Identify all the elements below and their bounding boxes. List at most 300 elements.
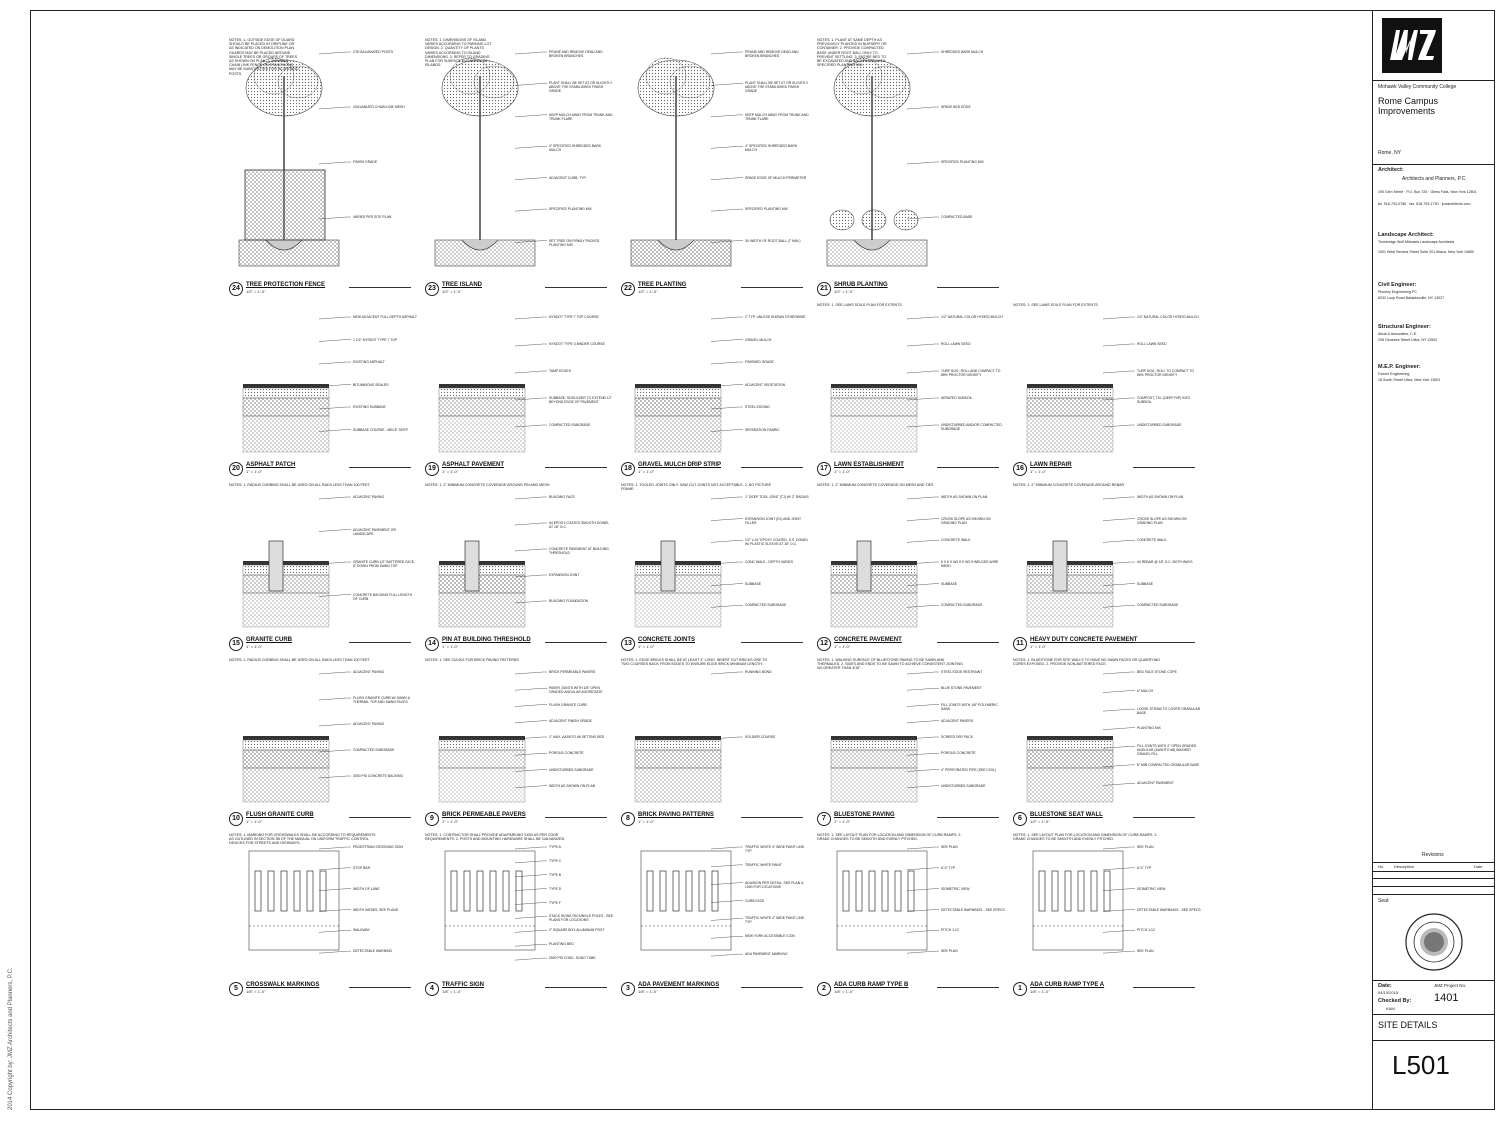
detail-title: ADA PAVEMENT MARKINGS: [638, 982, 720, 988]
detail-callout: DETECTABLE WARNINGS - SEE SPECS: [1137, 907, 1201, 912]
detail-title: LAWN REPAIR: [1030, 462, 1072, 468]
detail-callout: BUILDING FOUNDATION: [549, 599, 589, 603]
project-title-line-2: Improvements: [1378, 106, 1436, 116]
detail-title-rule: [349, 287, 411, 288]
detail-callout: TRAFFIC WHITE PAINT: [745, 862, 782, 867]
detail-number: 13: [621, 637, 635, 651]
detail-callout: 1/2" x 24" EPOXY COATED, S.S. DOWEL W/ PLASTIC SLEEVE AT 18" O.C.: [745, 538, 809, 547]
detail-scale: 1" = 1'-0": [442, 819, 459, 824]
checked-by-value: KAM: [1386, 1006, 1395, 1011]
detail-scale: 1" = 1'-0": [834, 469, 851, 474]
rev-col-no: No.: [1378, 864, 1385, 869]
rev-col-description: Description: [1394, 864, 1415, 869]
detail-callout: ADJACENT PAVING: [353, 495, 385, 499]
detail-number: 2: [817, 982, 831, 996]
detail-notes: NOTES: 1. RADIUS CURBING SHALL BE USED ON ALL RADII LESS THAN 100 FEET.: [229, 483, 371, 487]
detail-title-rule: [937, 642, 999, 643]
detail-drawing-16: [1013, 301, 1203, 460]
detail-scale: 1/2" = 1'-0": [442, 289, 462, 294]
detail-callout: FILL JOINTS WITH 2" OPEN GRADED ANGULAR (AASHTO #8) WASHED GRAVEL FILL: [1137, 744, 1197, 757]
detail-callout: BITUMINOUS SEALER: [353, 382, 389, 387]
detail-title: CROSSWALK MARKINGS: [246, 982, 320, 988]
detail-callout: 4" SPECIFIED SHREDDED BARK MULCH: [549, 144, 602, 153]
detail-callout: 1/2" NATURAL COLOR HYDRO-MULCH: [941, 315, 1003, 319]
detail-notes: NOTES: 1. EDGE BRICKS SHALL BE AT LEAST 4" LONG. INSERT CUT BRICKS ONE TO TWO COURSES BACK FROM EDGES TO ENSURE EDGE BRICK MINIMUM LENGTH.: [621, 658, 768, 667]
detail-callout: CONCRETE WALK: [1137, 538, 1167, 543]
detail-callout: CONCRETE BACKING FULL LENGTH OF CURB: [353, 592, 413, 601]
detail-drawing-6: [1013, 656, 1203, 810]
detail-13: [621, 481, 811, 651]
detail-title: SHRUB PLANTING: [834, 282, 888, 288]
mep-name: Foeme Engineering: [1378, 372, 1410, 376]
detail-callout: COMPACTED SUBGRADE: [941, 603, 983, 608]
detail-scale: 1" = 1'-0": [638, 644, 655, 649]
sheet-number: L501: [1392, 1050, 1450, 1080]
detail-notes: NOTES: 1. SEE 22/L501 FOR BRICK PAVING PATTERNS: [425, 658, 519, 662]
detail-drawing-10: [229, 656, 419, 810]
detail-title: BRICK PERMEABLE PAVERS: [442, 812, 526, 818]
detail-callout: TYPE F: [549, 900, 561, 905]
detail-callout: 6 X 6 X W2.9 X W2.9 WELDED WIRE MESH: [941, 560, 999, 568]
architect-name: Architects and Planners, P.C.: [1402, 176, 1467, 182]
detail-callout: 3X WIDTH OF ROOT BALL (7' MIN.): [745, 238, 801, 243]
date-value: 04/13/2015: [1378, 990, 1399, 995]
detail-callout: 1/2" NATURAL COLOR HYDRO-MULCH: [1137, 315, 1199, 319]
project-number: 1401: [1434, 992, 1459, 1004]
detail-title: CONCRETE PAVEMENT: [834, 637, 902, 643]
detail-notes: NOTES: 1. 2" MINIMUM CONCRETE COVERAGE AROUND REBAR: [1013, 483, 1125, 487]
detail-callout: 1 1/2" NYSDOT TYPE 7 TOP: [353, 337, 398, 342]
detail-drawing-3: [621, 831, 811, 980]
structural-name: Alicia & Associates, C.E.: [1378, 332, 1418, 336]
detail-callout: STACK SIGNS ON SINGLE POLES - SEE PLANS FOR LOCATIONS: [549, 914, 613, 923]
detail-title-rule: [1133, 987, 1195, 988]
detail-title-bar: [229, 812, 411, 826]
detail-callout: 8" MIN COMPACTED GRANULAR BASE: [1137, 762, 1200, 767]
detail-title-bar: [621, 982, 803, 996]
detail-title-rule: [545, 642, 607, 643]
detail-callout: WIDTH OF LANE: [353, 886, 380, 891]
detail-title-bar: [425, 812, 607, 826]
detail-drawing-19: [425, 301, 615, 460]
detail-callout: COMPACTED SUBGRADE: [1137, 603, 1179, 608]
detail-callout: 2" SQUARE BOX ALUMINUM POST: [549, 928, 605, 933]
detail-title-bar: [229, 462, 411, 476]
detail-15: [229, 481, 419, 651]
detail-number: 17: [817, 462, 831, 476]
detail-number: 5: [229, 982, 243, 996]
detail-callout: SUBBASE: [1137, 581, 1154, 586]
detail-callout: ADA PAVEMENT MARKING: [745, 952, 788, 957]
detail-notes: NOTES: 1. CONTRACTOR SHALL PROVIDE ADA/PARKING SIGN AS PER CODE REQUIREMENTS. 2. POSTS AND MOUNTING HARDWARE SHALL BE GALVANIZED.: [425, 833, 566, 842]
detail-title-bar: [425, 282, 607, 296]
rev-col-date: Date: [1474, 864, 1483, 869]
detail-title-rule: [545, 817, 607, 818]
detail-callout: UNDISTURBED SUBGRADE: [1137, 423, 1182, 427]
structural-address: 208 Genesee Street Utica, NY 13502: [1378, 338, 1438, 342]
detail-number: 15: [229, 637, 243, 651]
detail-drawing-11: [1013, 481, 1203, 635]
detail-drawing-18: [621, 301, 811, 460]
detail-callout: SPECIFIED PLANTING MIX: [941, 160, 984, 164]
detail-callout: SEE PLAN: [1137, 845, 1154, 849]
detail-title: TREE PLANTING: [638, 282, 687, 288]
detail-callout: PLANTING BED: [549, 942, 574, 947]
detail-callout: SET TREE ON FIRMLY PACKED PLANTING MIX: [549, 238, 600, 247]
detail-callout: STEEL EDGE RESTRAINT: [941, 670, 983, 674]
detail-title-rule: [349, 467, 411, 468]
detail-16: [1013, 301, 1203, 476]
detail-scale: 1" = 1'-0": [442, 644, 459, 649]
detail-callout: EXPANSION JOINT: [549, 573, 580, 577]
detail-callout: UNDISTURBED AND/OR COMPACTED SUBGRADE: [941, 423, 1002, 431]
detail-notes: NOTES: 1. SEE LAYOUT PLAN FOR LOCATION AND DIMENSION OF CURB RAMPS. 2. GRADE CHANGES TO BE SMOOTH AND EVENLY PITCHED.: [1013, 833, 1158, 842]
detail-notes: NOTES: 1. RADIUS CURBING SHALL BE USED ON ALL RADII LESS THAN 100 FEET.: [229, 658, 371, 662]
detail-callout: COMPACTED SUBGRADE: [745, 603, 787, 608]
detail-6: [1013, 656, 1203, 826]
detail-title: TREE PROTECTION FENCE: [246, 282, 326, 288]
detail-callout: CONCRETE PAVEMENT AT BUILDING THRESHOLD: [549, 547, 609, 555]
detail-notes: NOTES: 1. MARKING FOR CROSSWALKS SHALL BE ACCORDING TO REQUIREMENTS AS OUTLINED IN SECTION 3B OF THE MANUAL ON UNIFORM TRAFFIC CONTROL DEVICES FOR STREETS AND HIGHWAYS.: [229, 833, 376, 846]
detail-scale: 1/2" = 1'-0": [638, 289, 658, 294]
detail-title-bar: [621, 282, 803, 296]
detail-number: 7: [817, 812, 831, 826]
detail-callout: PITCH 1:12: [941, 928, 959, 933]
detail-drawing-5: [229, 831, 419, 980]
checked-by-label: Checked By:: [1378, 998, 1412, 1004]
landscape-architect-seal-icon: [1404, 912, 1464, 972]
detail-8: [621, 656, 811, 826]
detail-title-rule: [349, 987, 411, 988]
detail-number: 8: [621, 812, 635, 826]
detail-18: [621, 301, 811, 476]
detail-callout: ADJACENT PAVEMENT: [1137, 781, 1174, 786]
detail-number: 10: [229, 812, 243, 826]
project-location: Rome, NY: [1378, 150, 1402, 156]
detail-callout: 4" PERFORATED PIPE (SEE CIVIL): [941, 767, 997, 772]
detail-callout: PAVER JOINTS WITH 1/8" OPEN GRADED ANGULAR AGGREGATE: [549, 686, 603, 695]
detail-callout: DETECTABLE WARNING: [353, 949, 393, 954]
detail-callout: WIDTH AS SHOWN ON PLAN: [941, 495, 988, 499]
detail-title-bar: [817, 462, 999, 476]
detail-callout: CROSS SLOPE AS SHOWN ON GRADING PLAN: [1137, 516, 1187, 525]
detail-12: [817, 481, 1007, 651]
detail-22: [621, 36, 811, 296]
detail-callout: 6'-0" TYP: [941, 865, 956, 870]
detail-drawing-17: [817, 301, 1007, 460]
detail-title: GRAVEL MULCH DRIP STRIP: [638, 462, 722, 468]
detail-notes: NOTES: 1. 2" MINIMUM CONCRETE COVERAGE ON MESH AND TIES: [817, 483, 934, 487]
detail-number: 24: [229, 282, 243, 296]
detail-title-bar: [621, 812, 803, 826]
detail-notes: NOTES: 1. TOOLED JOINTS ONLY. SAW CUT JOINTS NOT ACCEPTABLE. 2. NO PICTURE FRAME.: [621, 483, 771, 492]
mep-address: 18 South Street Utica, New York 13501: [1378, 378, 1441, 382]
detail-callout: GRAVEL MULCH: [745, 337, 772, 342]
detail-callout: NEW YORK ACCESSIBLE ICON: [745, 934, 795, 939]
detail-callout: UNDISTURBED SUBGRADE: [941, 783, 986, 788]
detail-callout: NEW ADJACENT FULL DEPTH ASPHALT: [353, 315, 417, 319]
detail-notes: NOTES: 1. BLUESTONE FOR SITE WALLS TO HAVE NO SAWN FACES OR QUARRYING CORES EXPOSED. 2. PROVIDE NON-BATTERED FACE.: [1013, 658, 1160, 667]
detail-drawing-1: [1013, 831, 1203, 980]
detail-callout: FINISHED GRADE: [745, 360, 774, 364]
detail-notes: NOTES: 1. WALKING SURFACE OF BLUESTONE PAVING TO BE SAWN AND THERMALED. 2. SIDES AND ENDS TO BE SAWN TO ACHIEVE CONSISTENT JOINTING NO GREATER THAN 3/16".: [817, 658, 963, 671]
detail-callout: 3000 PSI CONCRETE BACKING: [353, 774, 404, 778]
detail-callout: SHREDDED BARK MULCH: [941, 50, 984, 54]
detail-title-bar: [1013, 812, 1195, 826]
detail-title-rule: [545, 467, 607, 468]
detail-callout: ADJACENT FINISH GRADE: [549, 718, 592, 723]
detail-callout: STEEL EDGING: [745, 405, 770, 409]
detail-callout: PLANTING MIX: [1137, 725, 1161, 730]
detail-title: BLUESTONE SEAT WALL: [1030, 812, 1103, 818]
detail-callout: ADJACENT PAVEMENT OR LANDSCAPE: [353, 527, 396, 536]
detail-scale: 1/2" = 1'-0": [1030, 819, 1050, 824]
detail-title: BLUESTONE PAVING: [834, 812, 895, 818]
detail-title: BRICK PAVING PATTERNS: [638, 812, 714, 818]
detail-callout: BRICK PERMEABLE PAVERS: [549, 670, 596, 674]
detail-callout: SUBBASE, SHOULDER TO EXTEND 12" BEYOND EDGE OF PAVEMENT: [549, 396, 612, 404]
detail-callout: STOP BAR: [353, 865, 371, 870]
detail-4: [425, 831, 615, 996]
detail-7: [817, 656, 1007, 826]
date-label: Date:: [1378, 983, 1392, 989]
detail-title-bar: [621, 637, 803, 651]
detail-callout: ADJACENT CURB, TYP.: [549, 175, 587, 180]
detail-title-bar: [817, 282, 999, 296]
detail-title-rule: [937, 287, 999, 288]
detail-notes: NOTES: 1. SEE LAWS SOILS PLAN FOR EXTENTS.: [1013, 303, 1099, 307]
detail-title: GRANITE CURB: [246, 637, 292, 643]
detail-callout: POROUS CONCRETE: [941, 751, 976, 756]
detail-callout: SEE PLAN: [941, 949, 958, 954]
detail-callout: SPECIFIED PLANTING MIX: [549, 207, 592, 212]
detail-title-rule: [349, 817, 411, 818]
detail-scale: 1" = 1'-0": [638, 819, 655, 824]
detail-title: CONCRETE JOINTS: [638, 637, 696, 643]
detail-title-bar: [425, 462, 607, 476]
detail-callout: SUBBASE: [745, 581, 762, 586]
detail-callout: CURB FACE: [745, 898, 765, 903]
detail-callout: LOOSE STRAW TO COVER GRANULAR BASE: [1137, 707, 1201, 716]
detail-title-rule: [1133, 642, 1195, 643]
seal-label: Seal:: [1378, 898, 1390, 904]
detail-callout: SEE PLAN: [1137, 949, 1154, 954]
detail-title-bar: [425, 982, 607, 996]
detail-scale: 1/8" = 1'-0": [834, 989, 854, 994]
detail-callout: BED FACE STONE COPE: [1137, 670, 1177, 674]
landscape-name: Trowbridge Wolf Michaels Landscape Architects: [1378, 240, 1455, 244]
detail-number: 9: [425, 812, 439, 826]
mep-label: M.E.P. Engineer:: [1378, 364, 1421, 370]
detail-24: [229, 36, 419, 296]
detail-callout: SEPARATION FABRIC: [745, 427, 780, 432]
detail-callout: TYPE C: [549, 858, 562, 863]
detail-title: ADA CURB RAMP TYPE B: [834, 982, 909, 988]
detail-drawing-22: [621, 36, 811, 280]
detail-callout: FLUSH GRANITE CURB W/ SAWN & THERMAL TOP AND SAWN FACES: [353, 696, 410, 704]
structural-label: Structural Engineer:: [1378, 324, 1431, 330]
detail-callout: PITCH 1:12: [1137, 928, 1155, 933]
detail-title: ADA CURB RAMP TYPE A: [1030, 982, 1105, 988]
detail-number: 14: [425, 637, 439, 651]
detail-callout: EXPANSION JOINT (EJ) AND JOINT FILLER: [745, 516, 801, 525]
detail-callout: SPECIFIED PLANTING MIX: [745, 207, 788, 212]
detail-callout: WALKWAY: [353, 928, 370, 933]
detail-title-rule: [741, 987, 803, 988]
detail-number: 19: [425, 462, 439, 476]
detail-title: FLUSH GRANITE CURB: [246, 812, 314, 818]
detail-title: TREE ISLAND: [442, 282, 483, 288]
detail-title-bar: [229, 637, 411, 651]
detail-title-rule: [741, 467, 803, 468]
detail-5: [229, 831, 419, 996]
detail-title-rule: [741, 287, 803, 288]
detail-notes: NOTES: 1. SEE LAWS SOILS PLAN FOR EXTENTS.: [817, 303, 903, 307]
detail-callout: EXISTING SUBBASE: [353, 405, 386, 409]
detail-title-rule: [1133, 817, 1195, 818]
detail-title-rule: [741, 642, 803, 643]
detail-callout: KEEP MULCH AWAY FROM TRUNK AND TRUNK FLARE: [549, 112, 613, 121]
detail-11: [1013, 481, 1203, 651]
detail-scale: 1" = 1'-0": [246, 819, 263, 824]
detail-callout: GALVANIZED CHAIN LINK MESH: [353, 105, 405, 109]
detail-scale: 1/2" = 1'-0": [246, 289, 266, 294]
detail-scale: 1" = 1'-0": [1030, 469, 1047, 474]
architect-label: Architect:: [1378, 167, 1404, 173]
detail-callout: FINISH GRADE: [353, 160, 378, 164]
detail-callout: ROLL LAWN SEED: [941, 342, 971, 346]
detail-number: 1: [1013, 982, 1027, 996]
detail-callout: UNDISTURBED SUBGRADE: [549, 767, 594, 772]
detail-callout: 1" MAX. AASHTO #8 SETTING BED: [549, 735, 605, 739]
detail-title-rule: [741, 817, 803, 818]
detail-callout: ADJACENT PAVING: [353, 670, 385, 674]
drawing-sheet: [30, 10, 1495, 1110]
detail-title-rule: [1133, 467, 1195, 468]
detail-callout: WIDTH VARIES, SEE PLANS: [353, 907, 398, 912]
detail-title: PIN AT BUILDING THRESHOLD: [442, 637, 531, 643]
detail-title-bar: [1013, 462, 1195, 476]
detail-title-bar: [621, 462, 803, 476]
detail-callout: POROUS CONCRETE: [549, 751, 584, 756]
detail-callout: SEE PLAN: [941, 845, 958, 849]
detail-callout: SPADE BED EDGE: [941, 105, 971, 109]
detail-callout: 6'-0" TYP: [1137, 865, 1152, 870]
detail-23: [425, 36, 615, 296]
detail-callout: COMPACTED SUBGRADE: [549, 423, 591, 427]
detail-scale: 1" = 1'-0": [246, 644, 263, 649]
detail-notes: NOTES: 1. OUTSIDE EDGE OF GUARD SHOULD BE PLACED AT DRIPLINE OR AS INDICATED ON DEMOLITION PLAN. GUARDS MAY BE PLACED AROUND SINGLE TREES OR GROUPS OF TREES AS SHOWN ON PLAN. 2. MOVABLE CHAIN LINK FENCE ON STANCHIONS MAY BE SUBSTITUTED FOR IN-GROUND POSTS.: [229, 38, 299, 76]
detail-callout: EXISTING ASPHALT: [353, 360, 385, 364]
detail-callout: #4 EPOXY-COATED SMOOTH DOWEL AT 18" O.C.: [549, 521, 610, 529]
detail-callout: ROLL LAWN SEED: [1137, 342, 1167, 346]
detail-drawing-20: [229, 301, 419, 460]
detail-3: [621, 831, 811, 996]
detail-callout: BLUE STONE PAVEMENT: [941, 686, 982, 691]
detail-9: [425, 656, 615, 826]
detail-drawing-14: [425, 481, 615, 635]
detail-callout: SOLDIER COURSE: [745, 735, 776, 739]
detail-title: ASPHALT PATCH: [246, 462, 296, 468]
detail-callout: TRAFFIC WHITE 4" WIDE PAINT LINE, TYP.: [745, 845, 806, 853]
detail-title-rule: [937, 817, 999, 818]
detail-number: 21: [817, 282, 831, 296]
detail-callout: ADJACENT VEGETATION: [745, 382, 786, 387]
detail-title: ASPHALT PAVEMENT: [442, 462, 505, 468]
detail-title-bar: [817, 812, 999, 826]
civil-address: 8232 Loop Road Baldwinsville, NY 13027: [1378, 296, 1445, 300]
detail-callout: RUNNING BOND: [745, 670, 772, 674]
detail-callout: AERATED SUBSOIL: [941, 396, 973, 400]
detail-callout: TYPE B: [549, 872, 562, 877]
detail-callout: PLANT SHALL BE SET AT OR SLIGHTLY ABOVE THE STABILISHED FINISH GRADE: [549, 81, 613, 94]
detail-drawing-13: [621, 481, 811, 635]
detail-number: 12: [817, 637, 831, 651]
detail-title-bar: [1013, 982, 1195, 996]
client-name: Mohawk Valley Community College: [1378, 84, 1457, 90]
detail-drawing-21: [817, 36, 1007, 280]
detail-callout: 4" SPECIFIED SHREDDED BARK MULCH: [745, 144, 798, 153]
detail-callout: 2"Ø GALVANIZED POSTS: [353, 50, 394, 54]
project-title-line-1: Rome Campus: [1378, 96, 1439, 106]
detail-callout: NYSDOT TYPE 3 BINDER COURSE: [549, 342, 605, 346]
detail-callout: ISOMETRIC VIEW: [1137, 886, 1166, 891]
detail-number: 16: [1013, 462, 1027, 476]
detail-callout: WIDTH AS SHOWN ON PLAN: [1137, 495, 1184, 499]
landscape-label: Landscape Architect:: [1378, 232, 1434, 238]
detail-callout: SUBBASE: [941, 581, 958, 586]
detail-callout: PEDESTRIAN CROSSING SIGN: [353, 845, 403, 849]
detail-21: [817, 36, 1007, 296]
detail-scale: 1" = 1'-0": [638, 469, 655, 474]
detail-callout: FILL JOINTS WITH 1/8" POLYMERIC SAND: [941, 702, 998, 711]
detail-callout: #4 REBAR @ 18" O.C. BOTH WAYS: [1137, 560, 1193, 564]
detail-callout: GRANITE CURB 1/2" BATTERED FACE, 6" DOWN FROM SAWN TOP: [353, 560, 415, 568]
detail-callout: CONC WALK - DEPTH VARIES: [745, 560, 794, 564]
detail-scale: 1/8" = 1'-0": [246, 989, 266, 994]
civil-label: Civil Engineer:: [1378, 282, 1417, 288]
detail-drawing-15: [229, 481, 419, 635]
detail-callout: KEEP MULCH AWAY FROM TRUNK AND TRUNK FLARE: [745, 112, 809, 121]
detail-drawing-8: [621, 656, 811, 810]
copyright-notice: 2014 Copyright by: JMZ Architects and Planners, P.C.: [8, 967, 14, 1110]
detail-number: 22: [621, 282, 635, 296]
detail-number: 4: [425, 982, 439, 996]
detail-title-rule: [545, 987, 607, 988]
detail-callout: 2' TYP. UNLESS SHOWN OTHERWISE: [745, 315, 806, 319]
detail-callout: TAMP EDGES: [549, 369, 571, 373]
project-number-label: JMZ Project No.: [1434, 983, 1467, 988]
detail-2: [817, 831, 1007, 996]
detail-callout: ADJACENT PAVERS: [941, 718, 974, 723]
detail-scale: 1" = 1'-0": [246, 469, 263, 474]
detail-number: 20: [229, 462, 243, 476]
detail-title-rule: [545, 287, 607, 288]
detail-callout: PRUNE AND REMOVE DEAD AND BROKEN BRANCHES: [745, 50, 799, 58]
detail-notes: NOTES: 1. 2" MINIMUM CONCRETE COVERAGE AROUND PIN AND MESH: [425, 483, 550, 487]
detail-callout: CONCRETE WALK: [941, 538, 971, 543]
detail-callout: TURF SOIL; ROLL TO COMPACT TO 85% PROCTOR DENSITY: [1137, 369, 1194, 377]
detail-callout: PLANT SHALL BE SET AT OR SLIGHTLY ABOVE THE STABILISHED FINISH GRADE: [745, 81, 809, 94]
detail-scale: 1" = 1'-0": [834, 819, 851, 824]
detail-20: [229, 301, 419, 476]
detail-title-rule: [937, 467, 999, 468]
detail-scale: 1/2" = 1'-0": [834, 289, 854, 294]
detail-callout: SUBBASE COURSE - MIN 8" DEEP: [353, 427, 408, 432]
detail-number: 3: [621, 982, 635, 996]
detail-scale: 1/8" = 1'-0": [638, 989, 658, 994]
detail-notes: NOTES: 1. SEE LAYOUT PLAN FOR LOCATION AND DIMENSION OF CURB RAMPS. 2. GRADE CHANGES TO BE SMOOTH AND EVENLY PITCHED.: [817, 833, 962, 842]
